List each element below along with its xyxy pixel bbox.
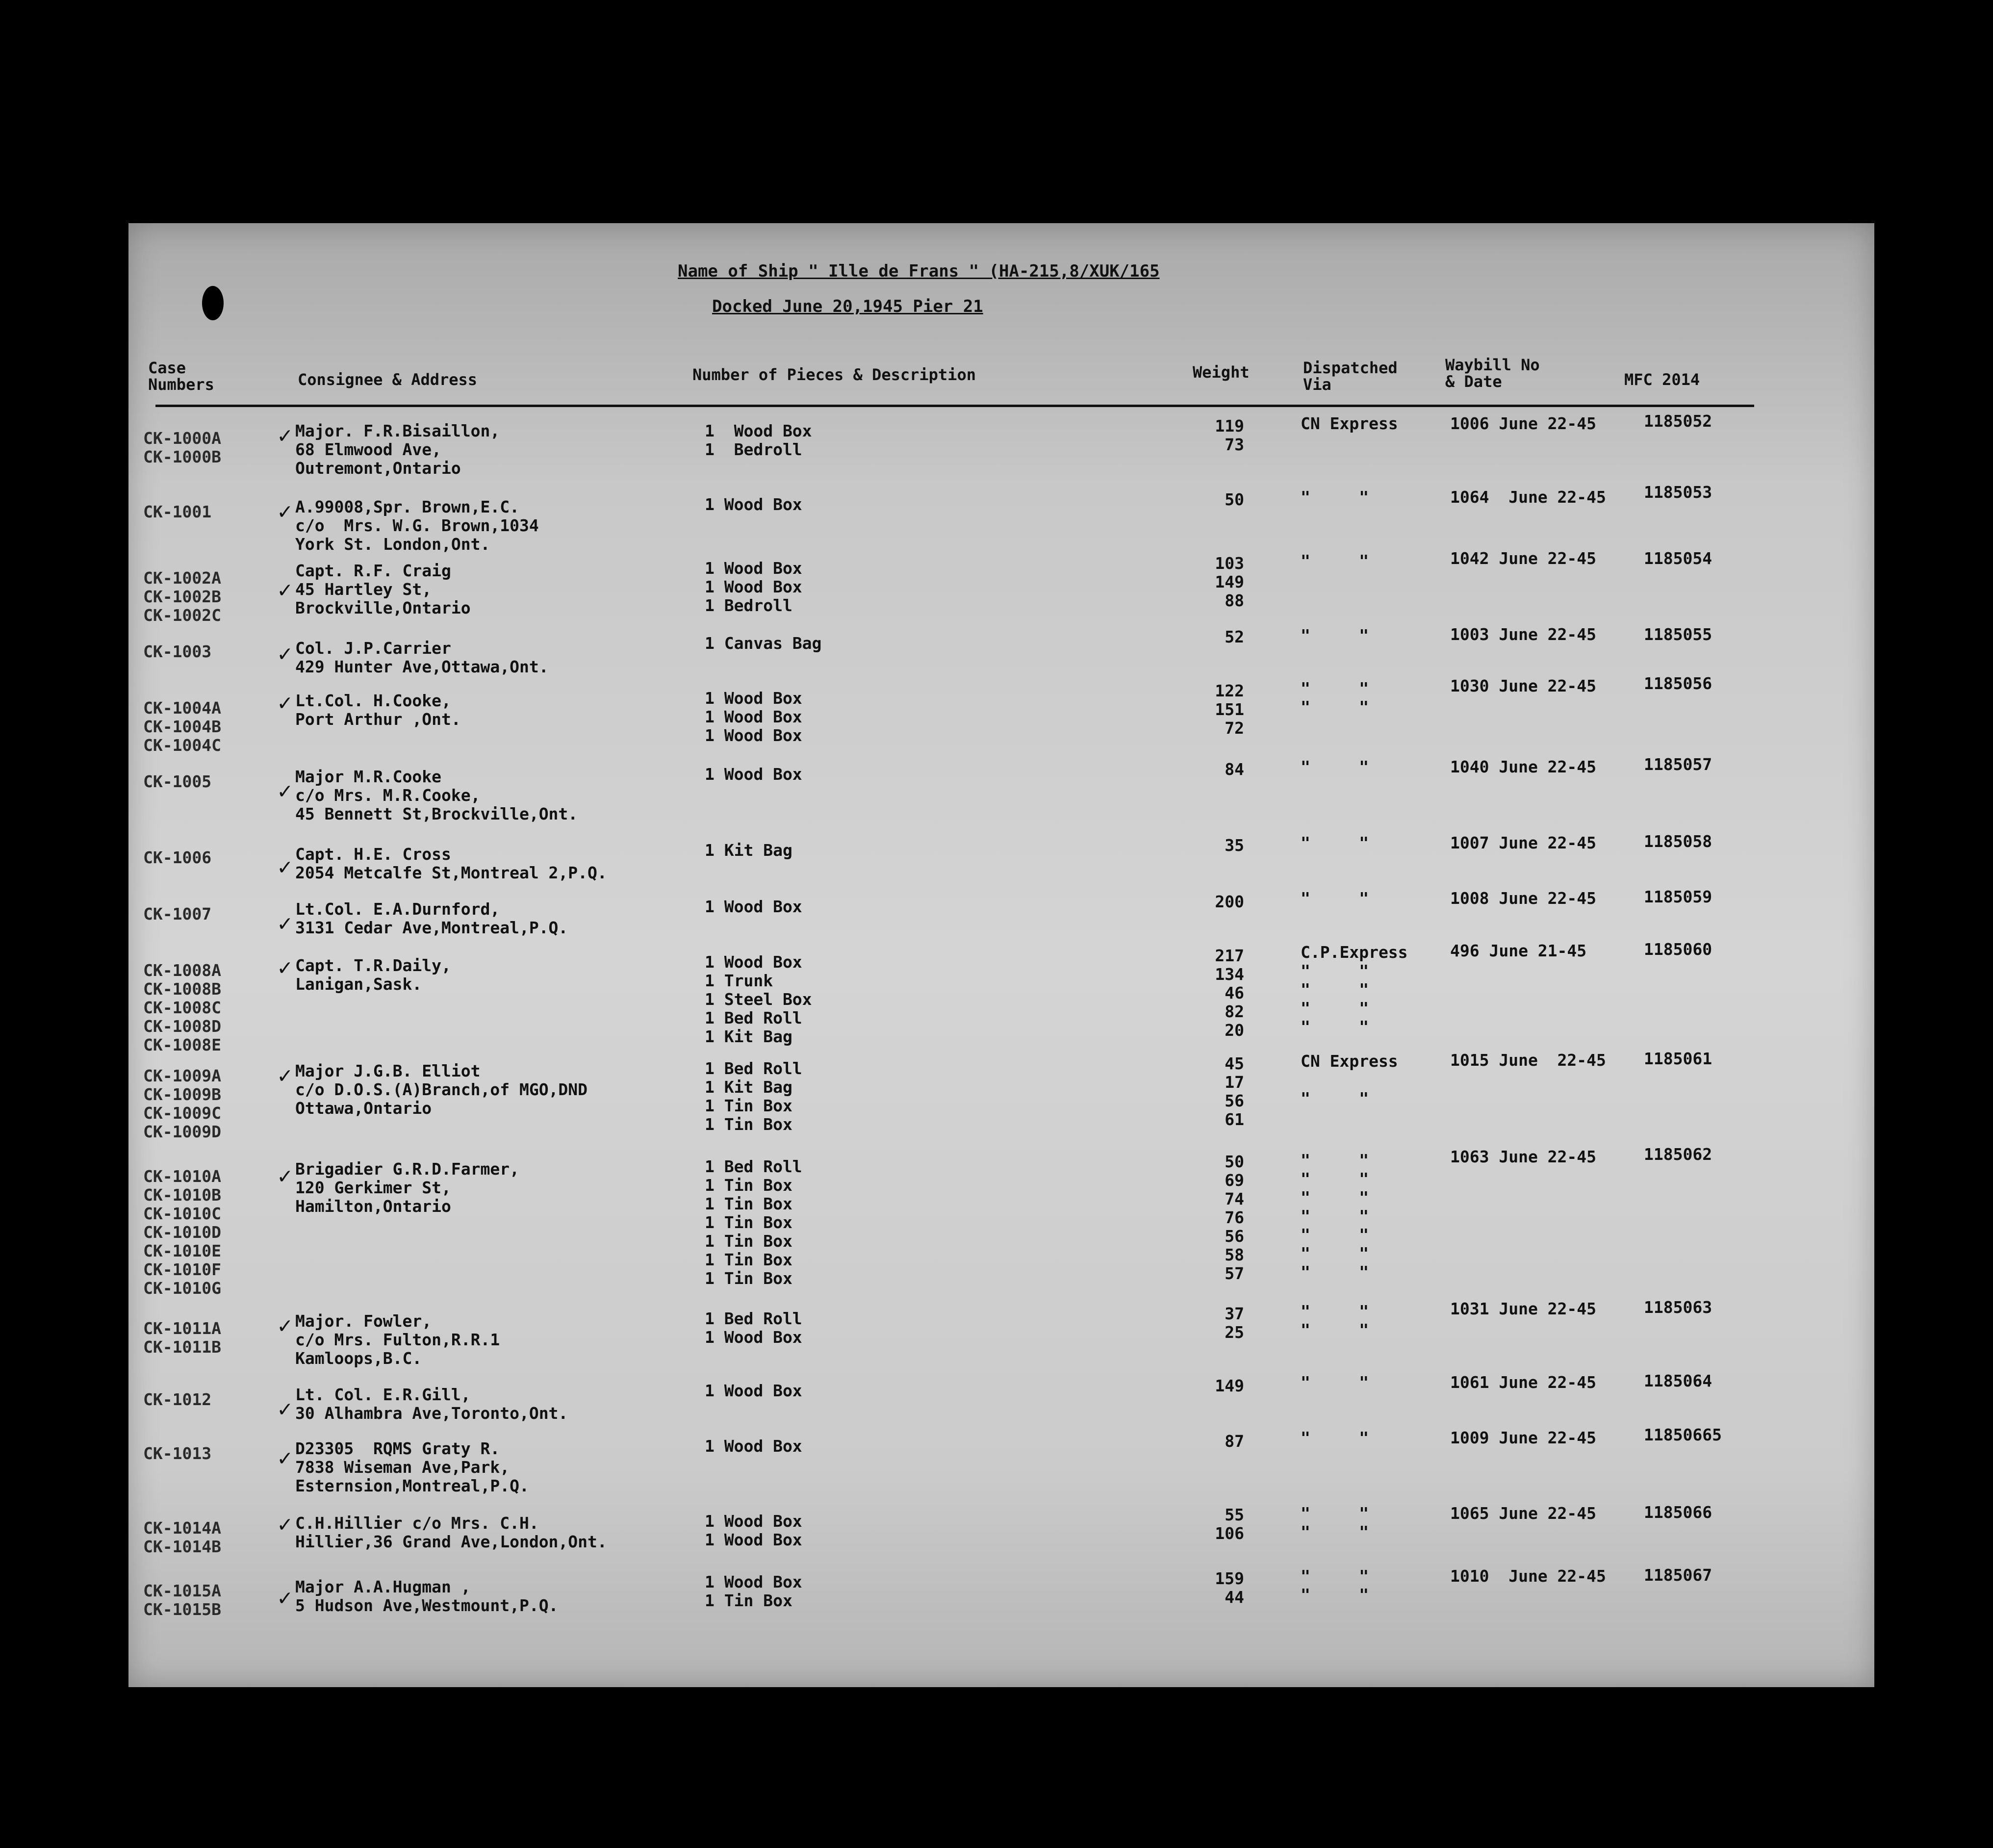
consignee: Major M.R.Cooke c/o Mrs. M.R.Cooke, 45 Bennett St,Brockville,Ont. xyxy=(295,767,578,823)
weight: 50 xyxy=(1225,490,1244,509)
waybill: 1010 June 22-45 xyxy=(1450,1566,1606,1586)
waybill: 1015 June 22-45 xyxy=(1450,1051,1606,1070)
weight: 35 xyxy=(1225,836,1244,855)
mfc-number: 1185058 xyxy=(1644,832,1712,851)
dispatched: " " xyxy=(1301,833,1369,852)
consignee: Major. Fowler, c/o Mrs. Fulton,R.R.1 Kamloops,B.C. xyxy=(295,1311,500,1368)
dispatched: " " xyxy=(1301,889,1369,908)
col-waybill: Waybill No & Date xyxy=(1445,356,1540,391)
mfc-number: 1185055 xyxy=(1644,625,1712,644)
case-numbers: CK-1005 xyxy=(143,772,212,791)
case-numbers: CK-1004A CK-1004B CK-1004C xyxy=(143,698,221,755)
weight: 103 149 88 xyxy=(1215,554,1244,610)
waybill: 1003 June 22-45 xyxy=(1450,625,1597,644)
mfc-number: 1185052 xyxy=(1644,411,1712,431)
weight: 55 106 xyxy=(1215,1505,1244,1543)
mfc-number: 1185053 xyxy=(1644,483,1712,502)
pieces: 1 Wood Box xyxy=(705,765,802,784)
waybill: 1063 June 22-45 xyxy=(1450,1147,1597,1166)
dispatched: " " " " " " " " " " " " " " xyxy=(1301,1151,1369,1282)
pieces: 1 Wood Box xyxy=(705,495,802,514)
dispatched: " " xyxy=(1301,626,1369,645)
case-numbers: CK-1001 xyxy=(143,502,212,521)
waybill: 1008 June 22-45 xyxy=(1450,889,1597,908)
consignee: Capt. R.F. Craig 45 Hartley St, Brockville,Ontario xyxy=(295,561,471,617)
mfc-number: 1185064 xyxy=(1644,1371,1712,1390)
pieces: 1 Wood Box 1 Wood Box 1 Wood Box xyxy=(705,689,802,745)
dispatched: " " xyxy=(1301,551,1369,570)
col-mfc: MFC 2014 xyxy=(1624,370,1700,389)
consignee: Col. J.P.Carrier 429 Hunter Ave,Ottawa,Ont. xyxy=(295,639,549,676)
case-numbers: CK-1015A CK-1015B xyxy=(143,1581,221,1619)
case-numbers: CK-1011A CK-1011B xyxy=(143,1319,221,1357)
weight: 84 xyxy=(1225,760,1244,779)
col-consignee: Consignee & Address xyxy=(298,370,478,389)
weight: 50 69 74 76 56 58 57 xyxy=(1225,1152,1244,1283)
consignee: Brigadier G.R.D.Farmer, 120 Gerkimer St, Hamilton,Ontario xyxy=(295,1159,519,1216)
weight: 37 25 xyxy=(1225,1304,1244,1342)
pieces: 1 Bed Roll 1 Kit Bag 1 Tin Box 1 Tin Box xyxy=(705,1059,802,1134)
check-mark: ✓ xyxy=(278,1312,292,1338)
mfc-number: 1185054 xyxy=(1644,549,1712,568)
check-mark: ✓ xyxy=(278,1062,292,1088)
check-mark: ✓ xyxy=(278,910,292,936)
pieces: 1 Kit Bag xyxy=(705,841,792,860)
dispatched: C.P.Express " " " " " " " " xyxy=(1301,943,1408,1036)
waybill: 1007 June 22-45 xyxy=(1450,833,1597,852)
pieces: 1 Wood Box xyxy=(705,897,802,916)
waybill: 1061 June 22-45 xyxy=(1450,1373,1597,1392)
case-numbers: CK-1012 xyxy=(143,1390,212,1409)
case-numbers: CK-1006 xyxy=(143,848,212,867)
consignee: Major. F.R.Bisaillon, 68 Elmwood Ave, Outremont,Ontario xyxy=(295,421,500,478)
mfc-number: 1185063 xyxy=(1644,1298,1712,1317)
waybill: 1030 June 22-45 xyxy=(1450,676,1597,695)
weight: 52 xyxy=(1225,627,1244,646)
pieces: 1 Bed Roll 1 Wood Box xyxy=(705,1309,802,1347)
mfc-number: 1185059 xyxy=(1644,887,1712,906)
consignee: Capt. T.R.Daily, Lanigan,Sask. xyxy=(295,956,451,994)
weight: 45 17 56 61 xyxy=(1225,1054,1244,1129)
pieces: 1 Bed Roll 1 Tin Box 1 Tin Box 1 Tin Box 1 Tin Box 1 Tin Box 1 Tin Box xyxy=(705,1157,802,1288)
dispatched: CN Express " " xyxy=(1301,1052,1398,1108)
ink-blot xyxy=(202,286,224,320)
pieces: 1 Wood Box xyxy=(705,1437,802,1456)
waybill: 1064 June 22-45 xyxy=(1450,488,1606,507)
case-numbers: CK-1000A CK-1000B xyxy=(143,429,221,466)
docked-line: Docked June 20,1945 Pier 21 xyxy=(712,297,983,316)
mfc-number: 1185056 xyxy=(1644,674,1712,693)
check-mark: ✓ xyxy=(278,954,292,980)
consignee: Lt.Col. H.Cooke, Port Arthur ,Ont. xyxy=(295,691,461,729)
waybill: 1006 June 22-45 xyxy=(1450,414,1597,433)
weight: 149 xyxy=(1215,1376,1244,1395)
document-sheet xyxy=(128,223,1874,1687)
dispatched: " " xyxy=(1301,1428,1369,1447)
pieces: 1 Wood Box 1 Wood Box xyxy=(705,1512,802,1549)
waybill: 1040 June 22-45 xyxy=(1450,757,1597,776)
dispatched: " " xyxy=(1301,757,1369,776)
check-mark: ✓ xyxy=(278,1395,292,1422)
weight: 159 44 xyxy=(1215,1569,1244,1607)
pieces: 1 Wood Box 1 Wood Box 1 Bedroll xyxy=(705,559,802,615)
weight: 200 xyxy=(1215,892,1244,911)
mfc-number: 1185066 xyxy=(1644,1503,1712,1522)
consignee: Lt.Col. E.A.Durnford, 3131 Cedar Ave,Montreal,P.Q. xyxy=(295,899,568,937)
check-mark: ✓ xyxy=(278,576,292,603)
case-numbers: CK-1008A CK-1008B CK-1008C CK-1008D CK-1008E xyxy=(143,961,221,1054)
dispatched: " " " " xyxy=(1301,1504,1369,1541)
dispatched: " " " " xyxy=(1301,679,1369,717)
header-rule xyxy=(155,405,1754,407)
case-numbers: CK-1002A CK-1002B CK-1002C xyxy=(143,568,221,625)
consignee: Capt. H.E. Cross 2054 Metcalfe St,Montreal 2,P.Q. xyxy=(295,845,607,882)
check-mark: ✓ xyxy=(278,498,292,524)
waybill: 1009 June 22-45 xyxy=(1450,1428,1597,1447)
waybill: 496 June 21-45 xyxy=(1450,941,1587,960)
dispatched: " " " " xyxy=(1301,1566,1369,1604)
consignee: A.99008,Spr. Brown,E.C. c/o Mrs. W.G. Brown,1034 York St. London,Ont. xyxy=(295,497,539,554)
col-weight: Weight xyxy=(1193,363,1250,382)
consignee: Major A.A.Hugman , 5 Hudson Ave,Westmount,P.Q. xyxy=(295,1577,559,1615)
check-mark: ✓ xyxy=(278,1162,292,1189)
col-dispatched: Dispatched Via xyxy=(1303,359,1398,394)
case-numbers: CK-1007 xyxy=(143,904,212,924)
dispatched: " " xyxy=(1301,1373,1369,1392)
consignee: C.H.Hillier c/o Mrs. C.H. Hillier,36 Grand Ave,London,Ont. xyxy=(295,1514,607,1551)
ship-title: Name of Ship " Ille de Frans " (HA-215,8/XUK/165 xyxy=(678,261,1160,281)
dispatched: " " xyxy=(1301,488,1369,507)
weight: 217 134 46 82 20 xyxy=(1215,946,1244,1040)
mfc-number: 1185060 xyxy=(1644,940,1712,959)
col-pieces: Number of Pieces & Description xyxy=(692,365,976,384)
waybill: 1065 June 22-45 xyxy=(1450,1504,1597,1523)
col-case-numbers: Case Numbers xyxy=(148,359,214,394)
case-numbers: CK-1009A CK-1009B CK-1009C CK-1009D xyxy=(143,1066,221,1141)
pieces: 1 Wood Box 1 Bedroll xyxy=(705,421,812,459)
check-mark: ✓ xyxy=(278,689,292,716)
check-mark: ✓ xyxy=(278,1444,292,1471)
pieces: 1 Wood Box xyxy=(705,1381,802,1400)
case-numbers: CK-1003 xyxy=(143,642,212,661)
case-numbers: CK-1010A CK-1010B CK-1010C CK-1010D CK-1010E CK-1010F CK-1010G xyxy=(143,1167,221,1298)
check-mark: ✓ xyxy=(278,640,292,667)
check-mark: ✓ xyxy=(278,853,292,880)
weight: 87 xyxy=(1225,1432,1244,1451)
weight: 119 73 xyxy=(1215,416,1244,454)
mfc-number: 1185061 xyxy=(1644,1049,1712,1068)
mfc-number: 1185062 xyxy=(1644,1145,1712,1164)
dispatched: CN Express xyxy=(1301,414,1398,433)
consignee: Lt. Col. E.R.Gill, 30 Alhambra Ave,Toronto,Ont. xyxy=(295,1385,568,1423)
dispatched: " " " " xyxy=(1301,1302,1369,1339)
waybill: 1042 June 22-45 xyxy=(1450,549,1597,568)
pieces: 1 Wood Box 1 Tin Box xyxy=(705,1572,802,1610)
waybill: 1031 June 22-45 xyxy=(1450,1299,1597,1318)
check-mark: ✓ xyxy=(278,777,292,804)
case-numbers: CK-1013 xyxy=(143,1444,212,1463)
check-mark: ✓ xyxy=(278,422,292,448)
pieces: 1 Wood Box 1 Trunk 1 Steel Box 1 Bed Roll 1 Kit Bag xyxy=(705,952,812,1046)
case-numbers: CK-1014A CK-1014B xyxy=(143,1518,221,1556)
consignee: Major J.G.B. Elliot c/o D.O.S.(A)Branch,of MGO,DND Ottawa,Ontario xyxy=(295,1061,588,1118)
check-mark: ✓ xyxy=(278,1584,292,1611)
check-mark: ✓ xyxy=(278,1511,292,1537)
mfc-number: 1185057 xyxy=(1644,755,1712,774)
consignee: D23305 RQMS Graty R. 7838 Wiseman Ave,Park, Esternsion,Montreal,P.Q. xyxy=(295,1439,529,1495)
pieces: 1 Canvas Bag xyxy=(705,634,822,653)
mfc-number: 11850665 xyxy=(1644,1425,1722,1444)
weight: 122 151 72 xyxy=(1215,681,1244,738)
mfc-number: 1185067 xyxy=(1644,1566,1712,1585)
